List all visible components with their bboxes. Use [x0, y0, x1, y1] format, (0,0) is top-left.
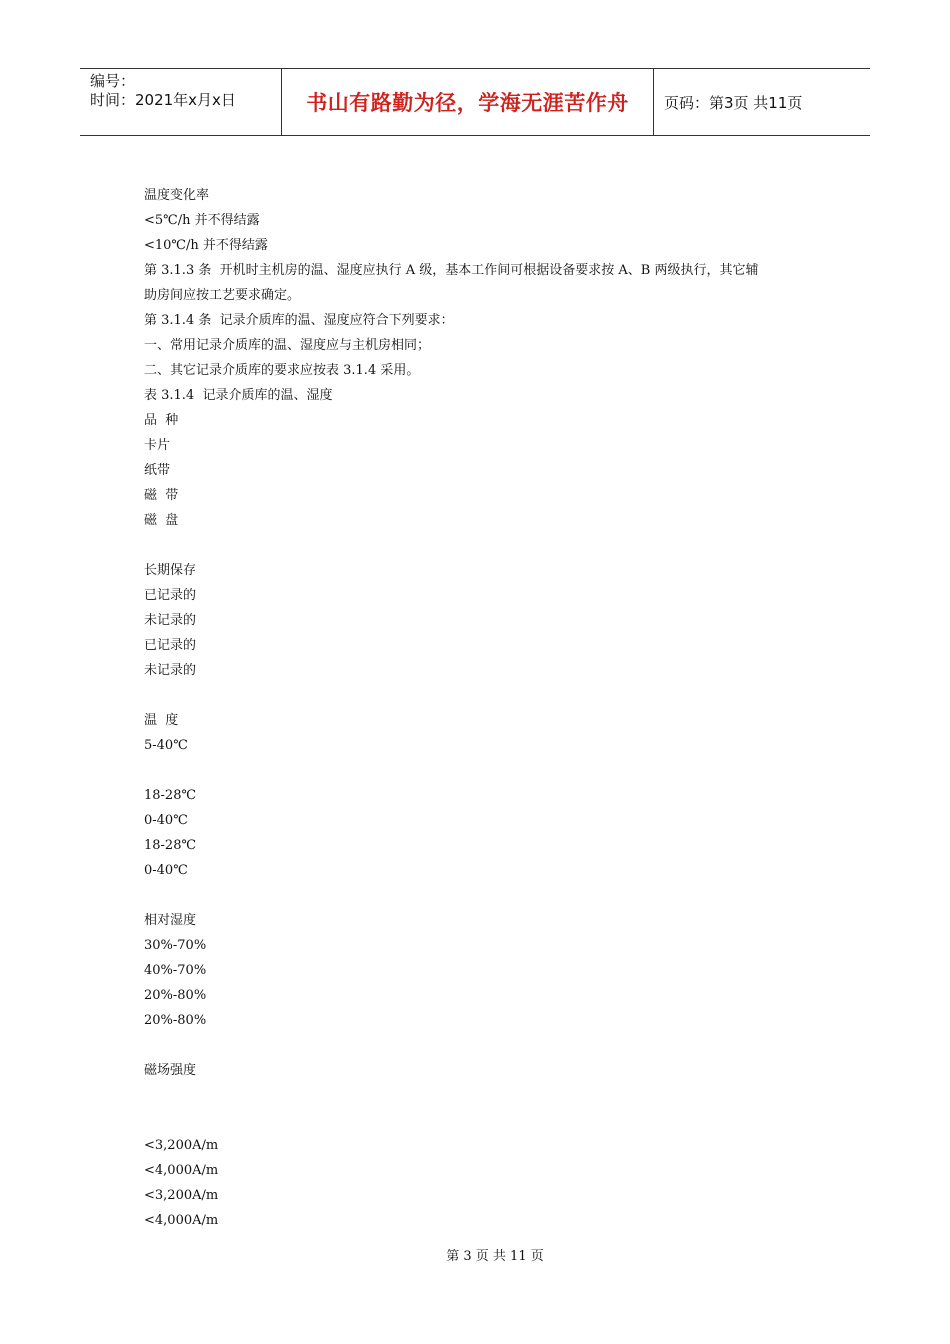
page-header [80, 68, 870, 136]
body-line [144, 683, 824, 708]
body-line: <4,000A/m [144, 1213, 219, 1228]
body-line: <4,000A/m [144, 1163, 219, 1178]
body-line: 表 3.1.4 记录介质库的温、湿度 [144, 388, 333, 403]
body-line: 温度变化率 [144, 188, 210, 203]
body-line: <10℃/h 并不得结露 [144, 238, 268, 253]
header-page-cell [654, 69, 870, 135]
body-line: 二、其它记录介质库的要求应按表 3.1.4 采用。 [144, 363, 420, 378]
body-line [144, 1033, 824, 1058]
body-line: <5℃/h 并不得结露 [144, 213, 260, 228]
body-line: 相对湿度 [144, 913, 197, 928]
body-line [144, 883, 824, 908]
body-line: 5-40℃ [144, 738, 188, 753]
body-line: 18-28℃ [144, 838, 197, 853]
body-line: 30%-70% [144, 938, 207, 953]
body-line: 温 度 [144, 713, 179, 728]
body-line: 一、常用记录介质库的温、湿度应与主机房相同； [144, 338, 431, 353]
body-line: 卡片 [144, 438, 171, 453]
header-motto-cell [282, 69, 654, 135]
header-page-label: 页码：第3页 共11页 [664, 93, 803, 112]
body-line: 40%-70% [144, 963, 207, 978]
footer-page-number: 第 3 页 共 11 页 [446, 1249, 544, 1264]
body-line: 磁 盘 [144, 513, 179, 528]
body-line: 第 3.1.3 条 开机时主机房的温、湿度应执行 A 级，基本工作间可根据设备要求按 A、B 两级执行，其它辅 [144, 263, 759, 278]
body-line: 磁 带 [144, 488, 179, 503]
body-line: 纸带 [144, 463, 171, 478]
body-line: 20%-80% [144, 1013, 207, 1028]
body-line: 未记录的 [144, 613, 197, 628]
body-line: 0-40℃ [144, 863, 188, 878]
body-line [144, 1108, 824, 1133]
body-line: <3,200A/m [144, 1188, 219, 1203]
body-line: 18-28℃ [144, 788, 197, 803]
body-line: 20%-80% [144, 988, 207, 1003]
body-line [144, 1083, 824, 1108]
body-line: 已记录的 [144, 638, 197, 653]
body-line [144, 758, 824, 783]
body-line: 第 3.1.4 条 记录介质库的温、湿度应符合下列要求： [144, 313, 454, 328]
header-motto: 书山有路勤为径，学海无涯苦作舟 [306, 91, 629, 115]
document-number-label: 编号： [90, 72, 136, 90]
body-line: 磁场强度 [144, 1063, 197, 1078]
body-line: 助房间应按工艺要求确定。 [144, 288, 301, 303]
body-line: <3,200A/m [144, 1138, 219, 1153]
document-date-label: 时间：2021年x月x日 [90, 91, 236, 109]
body-line: 品 种 [144, 413, 179, 428]
header-meta-cell [80, 69, 282, 135]
body-line: 0-40℃ [144, 813, 188, 828]
document-body [144, 183, 824, 1233]
body-line: 已记录的 [144, 588, 197, 603]
body-line: 未记录的 [144, 663, 197, 678]
body-line [144, 533, 824, 558]
page-footer [0, 1245, 950, 1264]
body-line: 长期保存 [144, 563, 197, 578]
